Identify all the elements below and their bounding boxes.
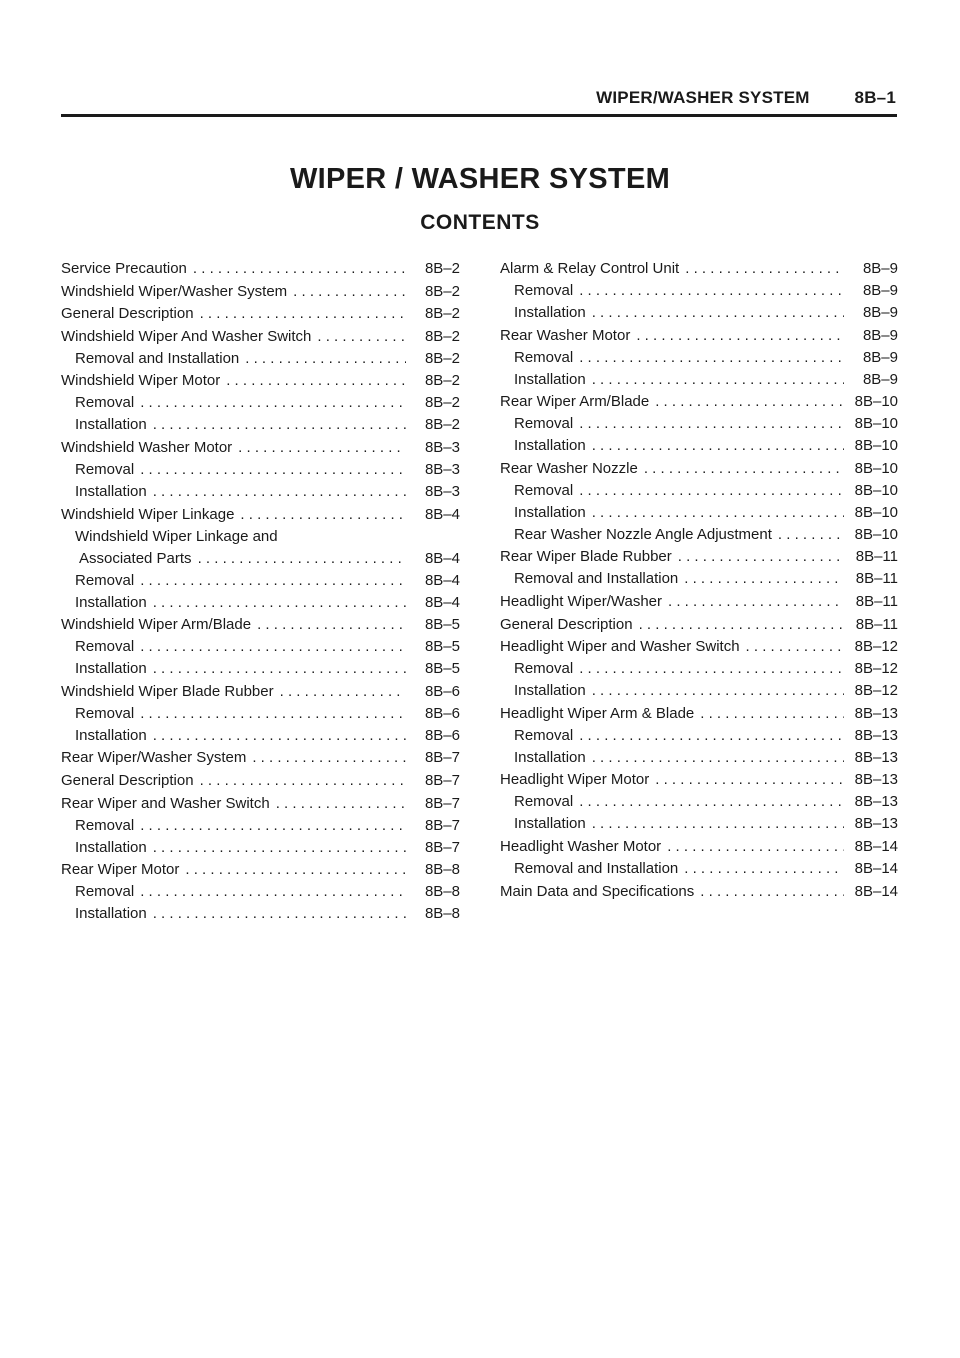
- toc-entry-label: Headlight Wiper and Washer Switch: [500, 638, 740, 656]
- toc-entry-page: 8B–11: [855, 615, 898, 633]
- toc-entry[interactable]: [61, 837, 460, 859]
- toc-entry[interactable]: [61, 281, 460, 303]
- toc-entry[interactable]: [500, 502, 898, 524]
- toc-leader-dots: [276, 793, 406, 815]
- toc-entry[interactable]: [500, 524, 898, 546]
- toc-entry[interactable]: [500, 413, 898, 435]
- toc-entry-label: Removal: [75, 460, 135, 478]
- toc-entry-label: Headlight Wiper/Washer: [500, 592, 663, 610]
- header-rule: [61, 114, 897, 117]
- toc-entry-page: 8B–8: [424, 861, 460, 879]
- toc-leader-dots: [293, 281, 406, 303]
- toc-leader-dots: [778, 524, 844, 546]
- toc-entry-page: 8B–9: [862, 260, 898, 277]
- toc-entry-label: Removal: [514, 415, 574, 433]
- toc-entry-label: Alarm & Relay Control Unit: [500, 260, 680, 277]
- toc-entry-page: 8B–2: [424, 327, 460, 345]
- toc-leader-dots: [198, 548, 406, 570]
- toc-entry-page: 8B–13: [854, 748, 898, 766]
- toc-entry-page: 8B–8: [424, 883, 460, 901]
- toc-entry-page: 8B–4: [424, 549, 460, 567]
- toc-leader-dots: [252, 747, 406, 769]
- toc-entry[interactable]: [61, 881, 460, 903]
- toc-entry-label: Removal: [514, 726, 574, 744]
- toc-entry[interactable]: [61, 592, 460, 614]
- toc-leader-dots: [639, 614, 844, 636]
- toc-leader-dots: [193, 258, 406, 280]
- toc-leader-dots: [655, 769, 844, 791]
- toc-leader-dots: [280, 681, 406, 703]
- toc-leader-dots: [153, 903, 406, 925]
- toc-entry-label: Rear Wiper and Washer Switch: [61, 794, 270, 812]
- toc-entry-page: 8B–9: [862, 326, 898, 344]
- toc-entry-page: 8B–7: [424, 838, 460, 856]
- toc-entry[interactable]: [500, 546, 898, 568]
- toc-leader-dots: [636, 325, 844, 347]
- toc-leader-dots: [238, 437, 406, 459]
- toc-entry-page: 8B–6: [424, 726, 460, 744]
- toc-entry[interactable]: [500, 636, 898, 658]
- toc-entry-label: Windshield Wiper Blade Rubber: [61, 682, 274, 700]
- toc-entry[interactable]: [500, 258, 898, 280]
- toc-entry-label: Removal: [514, 481, 574, 499]
- toc-leader-dots: [140, 703, 406, 725]
- toc-leader-dots: [153, 592, 406, 614]
- toc-entry-page: 8B–13: [854, 771, 898, 789]
- toc-entry[interactable]: [61, 548, 460, 570]
- toc-leader-dots: [185, 859, 406, 881]
- toc-leader-dots: [140, 392, 406, 414]
- toc-entry-label: Installation: [75, 660, 147, 678]
- toc-entry[interactable]: [61, 570, 460, 592]
- toc-entry-label: Windshield Wiper Linkage and: [75, 527, 278, 545]
- toc-leader-dots: [140, 881, 406, 903]
- toc-entry-page: 8B–3: [424, 482, 460, 500]
- toc-leader-dots: [140, 459, 406, 481]
- toc-entry-label: Headlight Wiper Motor: [500, 771, 650, 789]
- toc-leader-dots: [746, 636, 844, 658]
- toc-entry[interactable]: [500, 791, 898, 813]
- toc-entry-page: 8B–5: [424, 616, 460, 634]
- toc-entry[interactable]: [500, 614, 898, 636]
- header-section-title: WIPER/WASHER SYSTEM: [596, 88, 810, 107]
- toc-entry[interactable]: [61, 258, 460, 280]
- toc-entry[interactable]: [61, 859, 460, 881]
- toc-entry-label: Windshield Wiper Linkage: [61, 505, 235, 523]
- toc-entry-label: Installation: [75, 593, 147, 611]
- header-page-number: 8B–1: [854, 88, 896, 107]
- toc-entry-label: Main Data and Specifications: [500, 882, 695, 900]
- toc-leader-dots: [140, 636, 406, 658]
- toc-entry-label: Headlight Washer Motor: [500, 837, 662, 855]
- toc-leader-dots: [668, 591, 844, 613]
- toc-entry[interactable]: [61, 815, 460, 837]
- toc-entry-label: Removal: [75, 638, 135, 656]
- toc-entry[interactable]: [61, 770, 460, 792]
- toc-leader-dots: [153, 414, 406, 436]
- toc-entry-page: 8B–12: [854, 682, 898, 700]
- toc-leader-dots: [579, 347, 844, 369]
- toc-entry[interactable]: [500, 280, 898, 302]
- toc-leader-dots: [592, 747, 844, 769]
- toc-entry-label: Rear Wiper Blade Rubber: [500, 548, 672, 566]
- toc-entry[interactable]: [500, 435, 898, 457]
- toc-entry[interactable]: [500, 769, 898, 791]
- toc-entry-page: 8B–14: [854, 837, 898, 855]
- toc-leader-dots: [153, 658, 406, 680]
- toc-entry-label: Rear Washer Nozzle Angle Adjustment: [514, 525, 772, 543]
- toc-entry-label: Installation: [514, 304, 586, 321]
- toc-entry[interactable]: [61, 392, 460, 414]
- toc-entry[interactable]: [500, 369, 898, 391]
- toc-entry-label: Installation: [514, 503, 586, 521]
- toc-leader-dots: [240, 504, 406, 526]
- toc-entry-label: Rear Washer Motor: [500, 326, 631, 344]
- toc-entry-page: 8B–13: [854, 726, 898, 744]
- toc-entry[interactable]: [500, 325, 898, 347]
- toc-entry[interactable]: [61, 504, 460, 526]
- toc-entry[interactable]: [61, 414, 460, 436]
- toc-entry[interactable]: [61, 303, 460, 325]
- toc-entry-page: 8B–11: [855, 592, 898, 610]
- toc-entry-page: 8B–13: [854, 704, 898, 722]
- toc-entry[interactable]: [500, 347, 898, 369]
- toc-entry-label: Headlight Wiper Arm & Blade: [500, 704, 695, 722]
- toc-entry-label: Rear Wiper Motor: [61, 861, 180, 879]
- toc-leader-dots: [579, 413, 844, 435]
- toc-entry-page: 8B–13: [854, 793, 898, 811]
- toc-right-column: [500, 258, 898, 903]
- toc-entry-label: Installation: [75, 726, 147, 744]
- toc-leader-dots: [678, 546, 844, 568]
- toc-entry-label: Associated Parts: [79, 549, 192, 567]
- toc-entry-label: Removal and Installation: [514, 859, 679, 877]
- toc-entry[interactable]: [61, 903, 460, 925]
- toc-entry[interactable]: [61, 481, 460, 503]
- toc-entry[interactable]: [500, 836, 898, 858]
- toc-entry[interactable]: [61, 747, 460, 769]
- toc-leader-dots: [667, 836, 844, 858]
- toc-entry-label: Removal: [75, 394, 135, 412]
- toc-leader-dots: [317, 326, 406, 348]
- toc-entry[interactable]: [61, 658, 460, 680]
- toc-entry-page: 8B–11: [855, 548, 898, 566]
- toc-entry-page: 8B–4: [424, 593, 460, 611]
- contents-heading: CONTENTS: [420, 211, 540, 234]
- toc-entry-label: Installation: [75, 905, 147, 923]
- toc-leader-dots: [685, 258, 844, 280]
- toc-entry-page: 8B–3: [424, 438, 460, 456]
- toc-entry[interactable]: [500, 658, 898, 680]
- toc-leader-dots: [579, 791, 844, 813]
- toc-entry-label: Installation: [514, 437, 586, 455]
- toc-entry-page: 8B–10: [854, 459, 898, 477]
- toc-entry-label: Removal: [514, 282, 574, 299]
- toc-entry-page: 8B–10: [854, 437, 898, 455]
- toc-entry-page: 8B–12: [854, 638, 898, 656]
- toc-entry-page: 8B–13: [854, 815, 898, 833]
- toc-entry-label: Windshield Washer Motor: [61, 438, 233, 456]
- toc-entry-label: Installation: [75, 416, 147, 434]
- toc-entry[interactable]: [500, 458, 898, 480]
- toc-entry-label: Removal: [75, 816, 135, 834]
- toc-entry-page: 8B–10: [854, 503, 898, 521]
- toc-leader-dots: [153, 725, 406, 747]
- toc-leader-dots: [226, 370, 406, 392]
- toc-entry-page: 8B–2: [424, 349, 460, 367]
- toc-leader-dots: [700, 881, 844, 903]
- toc-entry-label: Removal: [514, 793, 574, 811]
- toc-entry[interactable]: [61, 793, 460, 815]
- toc-entry[interactable]: [61, 326, 460, 348]
- toc-leader-dots: [579, 658, 844, 680]
- toc-leader-dots: [592, 813, 844, 835]
- toc-entry-page: 8B–4: [424, 571, 460, 589]
- toc-entry-page: 8B–7: [424, 771, 460, 789]
- toc-entry[interactable]: [61, 526, 460, 548]
- toc-leader-dots: [644, 458, 844, 480]
- toc-leader-dots: [592, 302, 844, 324]
- toc-entry[interactable]: [500, 391, 898, 413]
- toc-left-column: [61, 258, 460, 925]
- toc-entry-page: 8B–2: [424, 372, 460, 390]
- toc-leader-dots: [592, 680, 844, 702]
- toc-entry-label: Removal: [514, 348, 574, 366]
- toc-leader-dots: [579, 725, 844, 747]
- toc-entry[interactable]: [61, 437, 460, 459]
- toc-entry-label: Removal and Installation: [514, 570, 679, 588]
- toc-entry-page: 8B–7: [424, 816, 460, 834]
- toc-entry[interactable]: [500, 881, 898, 903]
- toc-leader-dots: [684, 858, 844, 880]
- document-title: WIPER / WASHER SYSTEM: [289, 163, 671, 195]
- toc-entry-label: Removal: [514, 660, 574, 678]
- toc-entry-page: 8B–9: [862, 282, 898, 299]
- toc-leader-dots: [579, 480, 844, 502]
- toc-leader-dots: [200, 770, 406, 792]
- toc-entry-label: Windshield Wiper Arm/Blade: [61, 616, 252, 634]
- toc-entry-label: Installation: [75, 838, 147, 856]
- toc-leader-dots: [592, 502, 844, 524]
- toc-entry-page: 8B–2: [424, 416, 460, 434]
- toc-entry-page: 8B–14: [854, 882, 898, 900]
- toc-entry-label: Installation: [514, 370, 586, 388]
- toc-entry-page: 8B–9: [862, 370, 898, 388]
- toc-entry-label: Removal: [75, 704, 135, 722]
- toc-entry-label: Rear Washer Nozzle: [500, 459, 638, 477]
- toc-leader-dots: [257, 614, 406, 636]
- toc-entry-label: General Description: [500, 615, 633, 633]
- toc-entry-page: 8B–9: [862, 304, 898, 321]
- toc-leader-dots: [153, 837, 406, 859]
- toc-entry[interactable]: [61, 703, 460, 725]
- toc-entry-page: 8B–3: [424, 460, 460, 478]
- toc-leader-dots: [200, 303, 406, 325]
- toc-entry-page: 8B–5: [424, 638, 460, 656]
- toc-entry-page: 8B–7: [424, 749, 460, 767]
- toc-entry-page: 8B–8: [424, 905, 460, 923]
- toc-leader-dots: [140, 815, 406, 837]
- toc-entry[interactable]: [500, 680, 898, 702]
- toc-entry-page: 8B–6: [424, 682, 460, 700]
- toc-entry-page: 8B–5: [424, 660, 460, 678]
- toc-leader-dots: [579, 280, 844, 302]
- toc-entry[interactable]: [61, 370, 460, 392]
- toc-entry-page: 8B–7: [424, 794, 460, 812]
- toc-entry-label: Removal: [75, 883, 135, 901]
- toc-entry-page: 8B–12: [854, 660, 898, 678]
- toc-entry[interactable]: [61, 614, 460, 636]
- toc-leader-dots: [684, 568, 844, 590]
- toc-entry-label: General Description: [61, 305, 194, 323]
- toc-entry-page: 8B–14: [854, 859, 898, 877]
- toc-entry-page: 8B–10: [854, 481, 898, 499]
- toc-leader-dots: [245, 348, 406, 370]
- toc-entry[interactable]: [500, 480, 898, 502]
- running-header: [596, 88, 896, 108]
- toc-entry[interactable]: [61, 459, 460, 481]
- toc-entry-label: Installation: [75, 482, 147, 500]
- toc-entry-page: 8B–4: [424, 505, 460, 523]
- toc-entry-page: 8B–2: [424, 305, 460, 323]
- toc-entry-page: 8B–2: [424, 394, 460, 412]
- toc-entry-label: Installation: [514, 682, 586, 700]
- toc-entry[interactable]: [61, 636, 460, 658]
- toc-entry-label: Rear Wiper Arm/Blade: [500, 393, 650, 411]
- toc-entry-label: Windshield Wiper/Washer System: [61, 282, 288, 300]
- toc-entry-label: Installation: [514, 815, 586, 833]
- toc-leader-dots: [592, 369, 844, 391]
- toc-leader-dots: [592, 435, 844, 457]
- toc-entry[interactable]: [500, 302, 898, 324]
- toc-entry[interactable]: [500, 591, 898, 613]
- toc-entry-page: 8B–6: [424, 704, 460, 722]
- toc-entry[interactable]: [500, 568, 898, 590]
- toc-entry[interactable]: [61, 348, 460, 370]
- toc-entry[interactable]: [500, 858, 898, 880]
- toc-entry[interactable]: [500, 703, 898, 725]
- toc-entry[interactable]: [500, 813, 898, 835]
- toc-entry-label: Windshield Wiper And Washer Switch: [61, 327, 312, 345]
- toc-entry-page: 8B–10: [854, 393, 898, 411]
- toc-entry-page: 8B–9: [862, 348, 898, 366]
- toc-entry-label: Service Precaution: [61, 260, 187, 277]
- toc-entry-label: Removal and Installation: [75, 349, 240, 367]
- toc-leader-dots: [700, 703, 844, 725]
- toc-entry-page: 8B–2: [424, 282, 460, 300]
- toc-entry[interactable]: [61, 681, 460, 703]
- toc-entry-label: Windshield Wiper Motor: [61, 372, 221, 390]
- toc-entry-page: 8B–11: [855, 570, 898, 588]
- toc-entry-label: General Description: [61, 771, 194, 789]
- toc-entry-label: Installation: [514, 748, 586, 766]
- toc-entry[interactable]: [61, 725, 460, 747]
- toc-entry[interactable]: [500, 725, 898, 747]
- toc-entry-page: 8B–2: [424, 260, 460, 277]
- toc-entry-label: Rear Wiper/Washer System: [61, 749, 247, 767]
- toc-leader-dots: [655, 391, 844, 413]
- toc-entry-page: 8B–10: [854, 525, 898, 543]
- toc-leader-dots: [140, 570, 406, 592]
- toc-entry-page: 8B–10: [854, 415, 898, 433]
- toc-entry-label: Removal: [75, 571, 135, 589]
- toc-entry[interactable]: [500, 747, 898, 769]
- toc-leader-dots: [153, 481, 406, 503]
